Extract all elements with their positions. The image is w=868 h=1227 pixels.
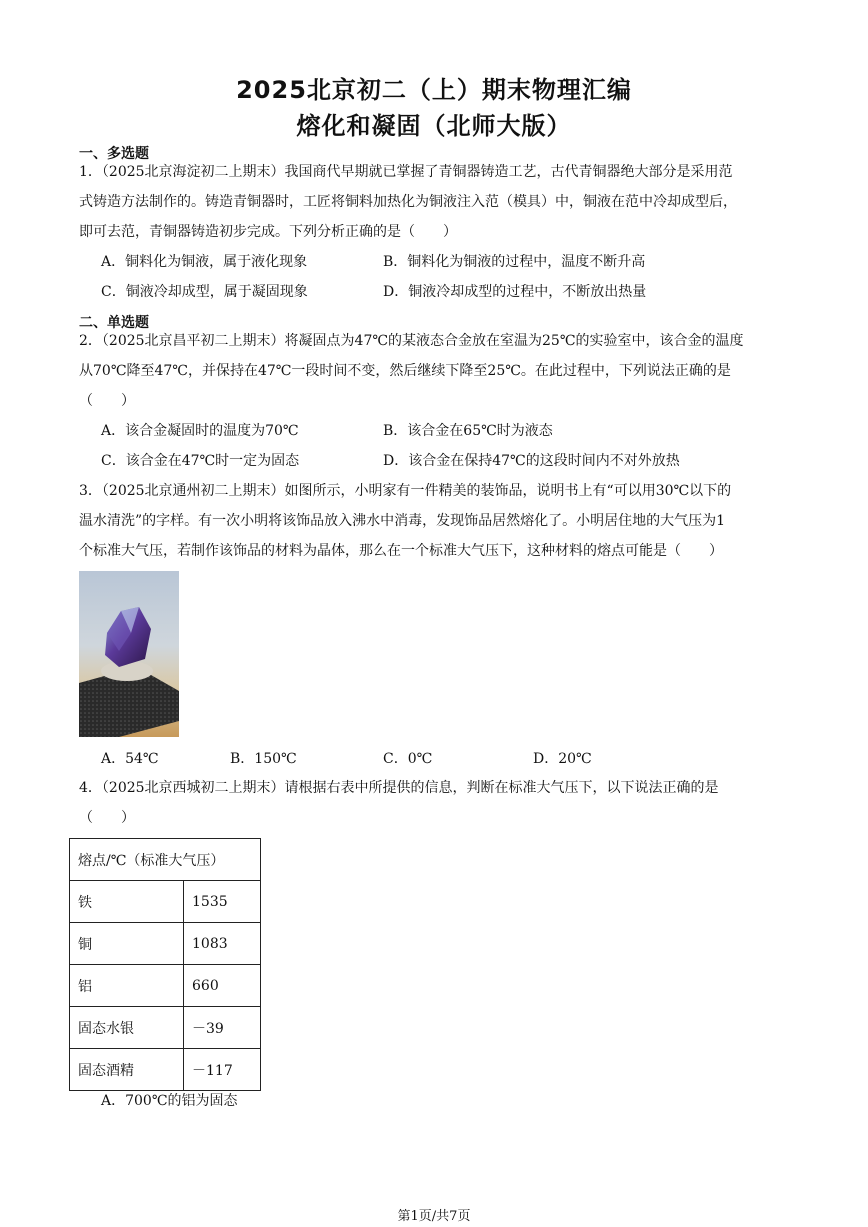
q1-option-c[interactable]: C．铜液冷却成型，属于凝固现象: [101, 284, 308, 300]
q1-line-3: 即可去范，青铜器铸造初步完成。下列分析正确的是（ ）: [79, 224, 457, 240]
table-cell-substance: 铝: [70, 965, 184, 1007]
page-title-line2: 熔化和凝固（北师大版）: [296, 112, 572, 140]
table-cell-substance: 固态酒精: [70, 1049, 184, 1091]
q1-option-b[interactable]: B．铜料化为铜液的过程中，温度不断升高: [383, 254, 646, 270]
table-cell-value: －117: [184, 1049, 261, 1091]
table-cell-substance: 铜: [70, 923, 184, 965]
page-title-line1: 2025北京初二（上）期末物理汇编: [236, 76, 632, 104]
q1-option-a[interactable]: A．铜料化为铜液，属于液化现象: [101, 254, 308, 270]
q2-option-b[interactable]: B．该合金在65℃时为液态: [383, 423, 553, 439]
q2-line-2: 从70℃降至47℃，并保持在47℃一段时间不变，然后继续下降至25℃。在此过程中，下列说法正确的是: [79, 363, 731, 379]
q3-option-a[interactable]: A．54℃: [101, 751, 159, 767]
section-heading-multi: 一、多选题: [79, 146, 149, 162]
q3-line-3: 个标准大气压，若制作该饰品的材料为晶体，那么在一个标准大气压下，这种材料的熔点可能是（ ）: [79, 543, 723, 559]
table-cell-value: －39: [184, 1007, 261, 1049]
table-row: [70, 923, 261, 965]
q4-line-2: （ ）: [79, 810, 135, 826]
table-cell-value: 1083: [184, 923, 261, 965]
q2-line-1: 2．（2025北京昌平初二上期末）将凝固点为47℃的某液态合金放在室温为25℃的实验室中，该合金的温度: [79, 333, 744, 349]
table-header-cell: 熔点/℃（标准大气压）: [70, 839, 261, 881]
q2-option-d[interactable]: D．该合金在保持47℃的这段时间内不对外放热: [383, 453, 680, 469]
q1-line-2: 式铸造方法制作的。铸造青铜器时，工匠将铜料加热化为铜液注入范（模具）中，铜液在范中冷却成型后，: [79, 194, 737, 210]
q3-line-1: 3．（2025北京通州初二上期末）如图所示，小明家有一件精美的装饰品，说明书上有“可以用30℃以下的: [79, 483, 732, 499]
table-header-row: [70, 839, 261, 881]
q1-option-d[interactable]: D．铜液冷却成型的过程中，不断放出热量: [383, 284, 647, 300]
table-cell-value: 1535: [184, 881, 261, 923]
table-row: [70, 1007, 261, 1049]
q1-line-1: 1．（2025北京海淀初二上期末）我国商代早期就已掌握了青铜器铸造工艺，古代青铜器绝大部分是采用范: [79, 164, 733, 180]
page-footer: 第1页/共7页: [397, 1209, 471, 1224]
table-row: [70, 881, 261, 923]
q3-crystal-photo: [79, 571, 179, 737]
q4-line-1: 4．（2025北京西城初二上期末）请根据右表中所提供的信息，判断在标准大气压下，以下说法正确的是: [79, 780, 719, 796]
melting-point-table: [69, 838, 261, 1091]
q2-option-a[interactable]: A．该合金凝固时的温度为70℃: [101, 423, 299, 439]
section-heading-single: 二、单选题: [79, 315, 149, 331]
q3-option-b[interactable]: B．150℃: [230, 751, 297, 767]
q3-line-2: 温水清洗”的字样。有一次小明将该饰品放入沸水中消毒，发现饰品居然熔化了。小明居住地的大气压为1: [79, 513, 726, 529]
table-row: [70, 965, 261, 1007]
table-cell-value: 660: [184, 965, 261, 1007]
q2-line-3: （ ）: [79, 393, 135, 409]
table-row: [70, 1049, 261, 1091]
q3-option-d[interactable]: D．20℃: [533, 751, 592, 767]
q2-option-c[interactable]: C．该合金在47℃时一定为固态: [101, 453, 300, 469]
table-cell-substance: 固态水银: [70, 1007, 184, 1049]
q4-option-a[interactable]: A．700℃的铝为固态: [101, 1093, 238, 1109]
q3-option-c[interactable]: C．0℃: [383, 751, 433, 767]
table-cell-substance: 铁: [70, 881, 184, 923]
